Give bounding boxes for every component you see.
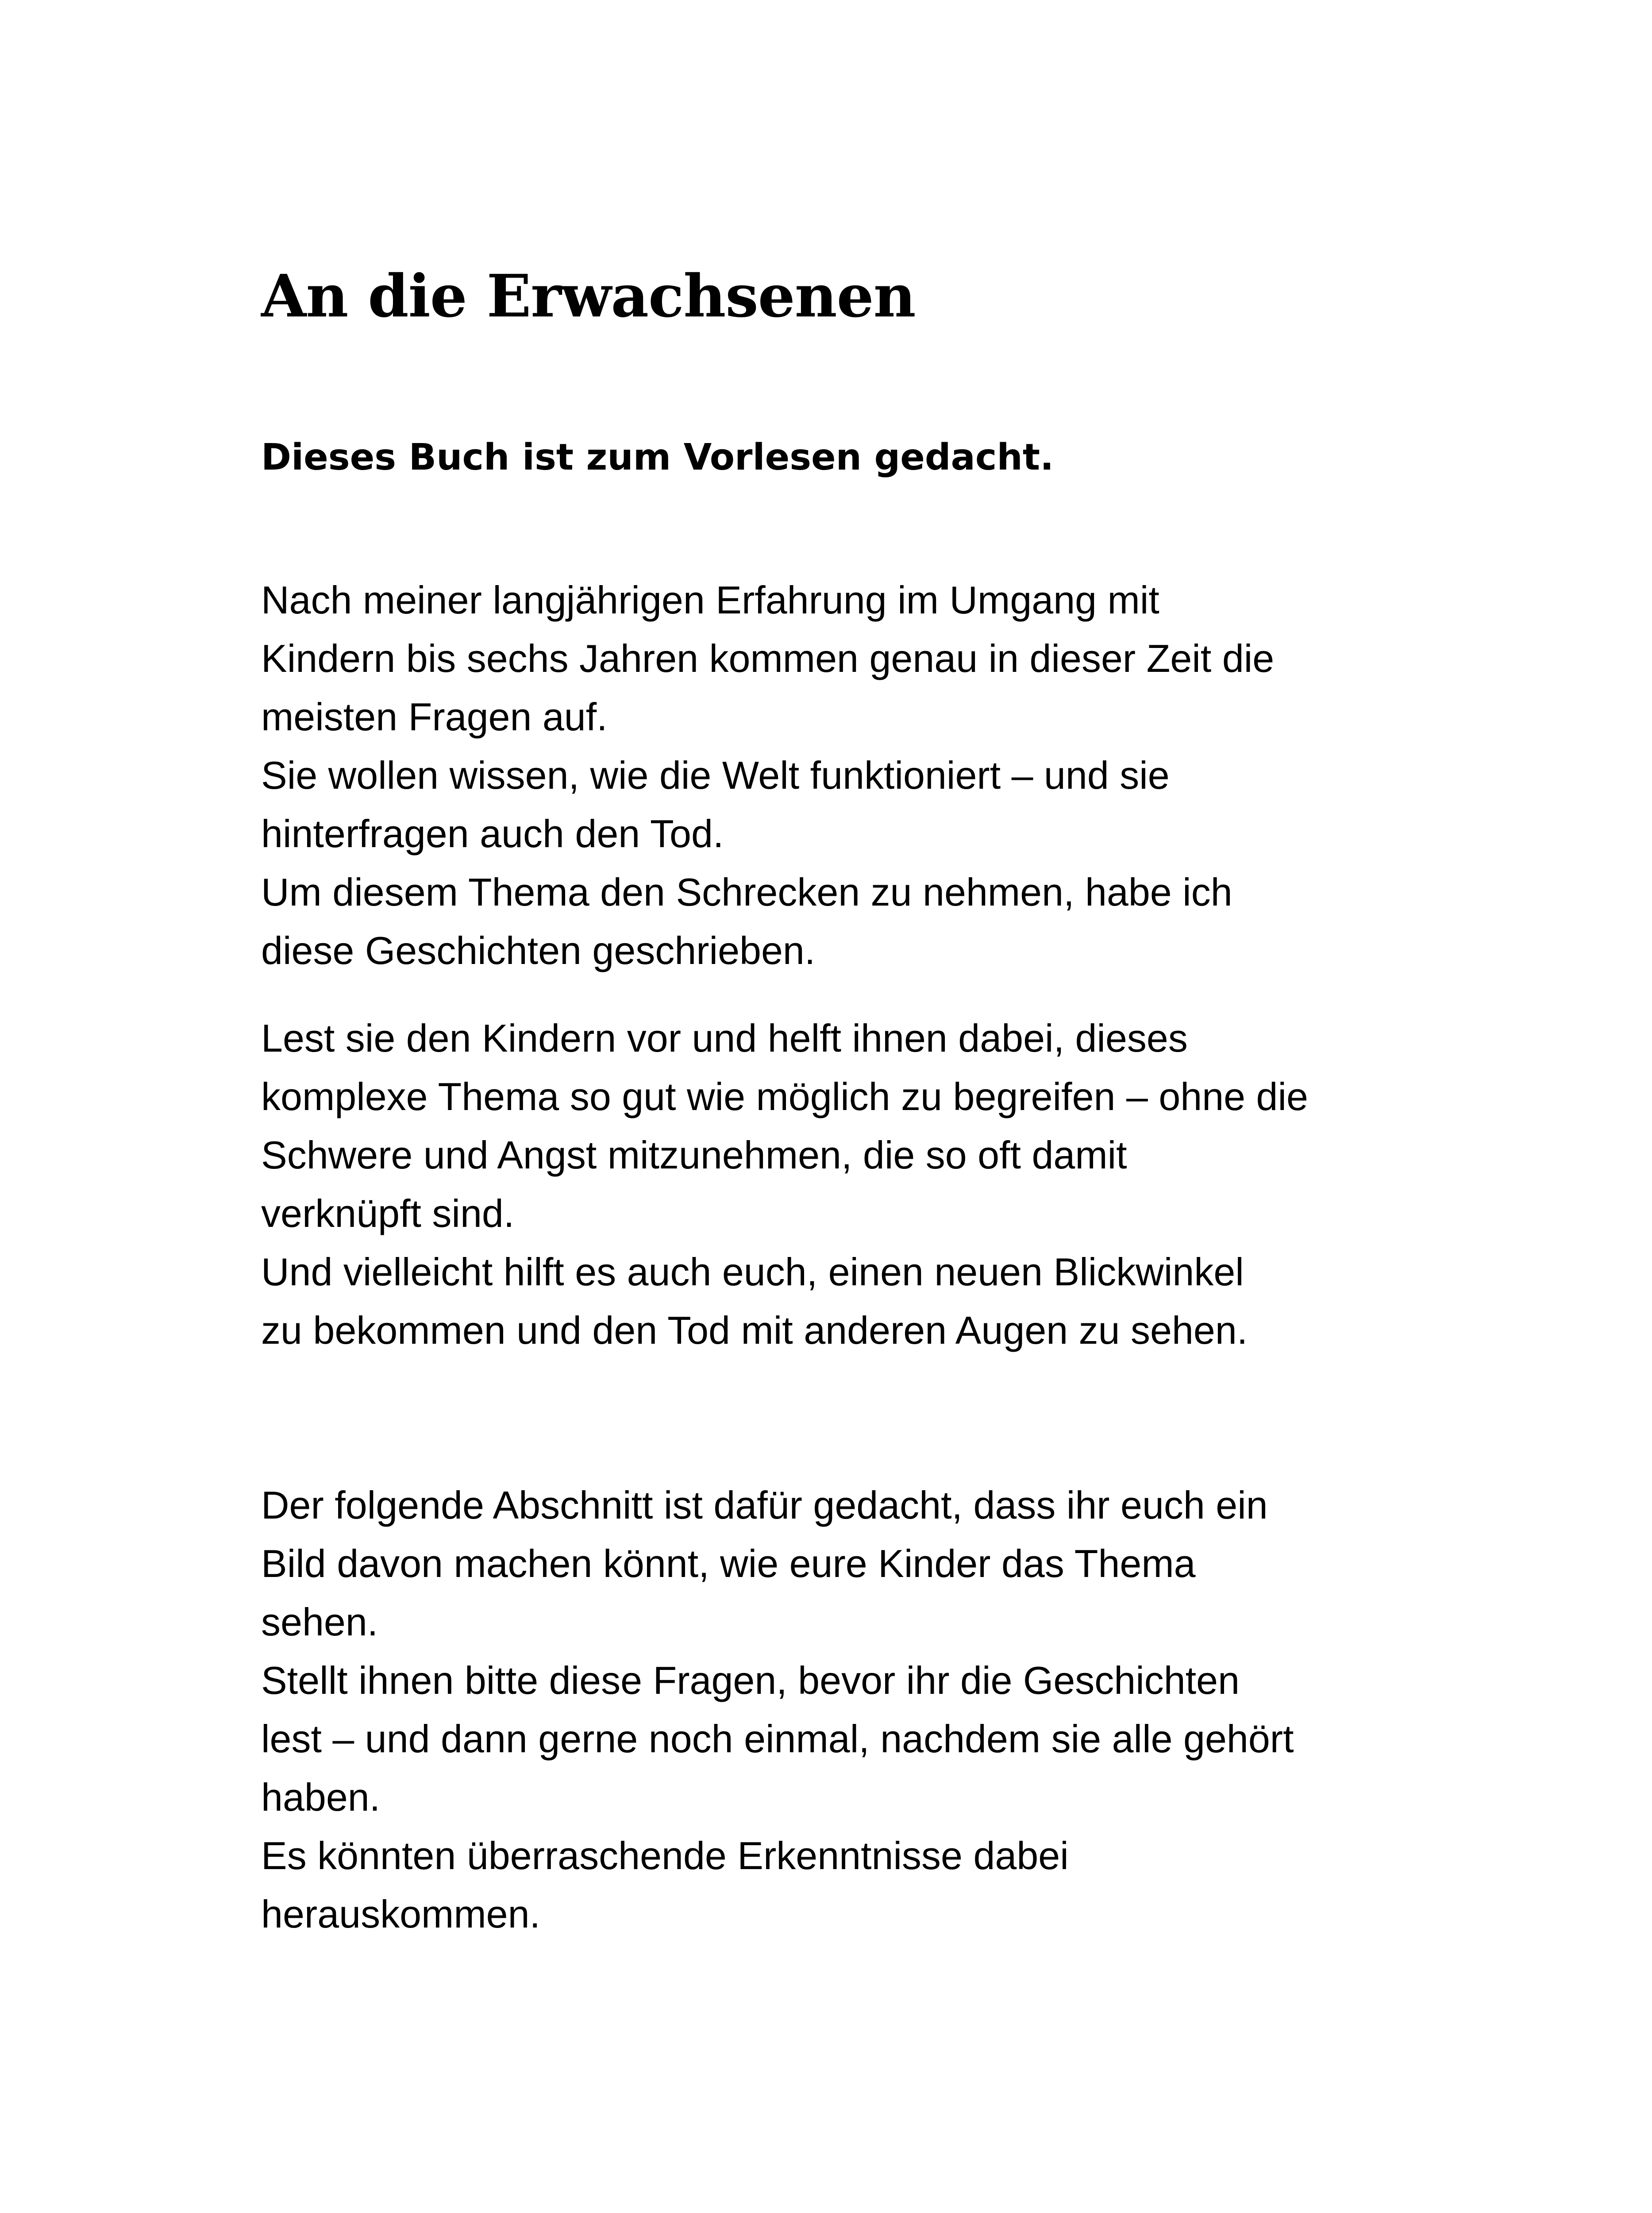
paragraph-line: Um diesem Thema den Schrecken zu nehmen, habe ich bbox=[261, 870, 1232, 914]
paragraph-2 bbox=[261, 1009, 1308, 1360]
paragraph-line: verknüpft sind. bbox=[261, 1191, 515, 1235]
paragraph-line: Bild davon machen könnt, wie eure Kinder das Thema bbox=[261, 1542, 1196, 1585]
paragraph-line: hinterfragen auch den Tod. bbox=[261, 812, 724, 856]
paragraph-line: Und vielleicht hilft es auch euch, einen neuen Blickwinkel bbox=[261, 1250, 1244, 1294]
paragraph-line: Es könnten überraschende Erkenntnisse dabei bbox=[261, 1834, 1069, 1878]
paragraph-line: komplexe Thema so gut wie möglich zu begreifen – ohne die bbox=[261, 1075, 1308, 1118]
paragraph-line: Der folgende Abschnitt ist dafür gedacht, dass ihr euch ein bbox=[261, 1483, 1268, 1527]
paragraph-3 bbox=[261, 1476, 1294, 1943]
paragraph-line: Stellt ihnen bitte diese Fragen, bevor ihr die Geschichten bbox=[261, 1658, 1240, 1702]
paragraph-line: Lest sie den Kindern vor und helft ihnen dabei, dieses bbox=[261, 1016, 1188, 1060]
paragraph-line: zu bekommen und den Tod mit anderen Augen zu sehen. bbox=[261, 1308, 1248, 1352]
page-subtitle: Dieses Buch ist zum Vorlesen gedacht. bbox=[261, 436, 1054, 478]
paragraph-line: sehen. bbox=[261, 1600, 378, 1644]
paragraph-1 bbox=[261, 571, 1274, 980]
page-title: An die Erwachsenen bbox=[261, 262, 916, 331]
page-content bbox=[261, 261, 1447, 1936]
paragraph-line: diese Geschichten geschrieben. bbox=[261, 929, 816, 972]
paragraph-line: meisten Fragen auf. bbox=[261, 695, 608, 739]
paragraph-line: haben. bbox=[261, 1775, 381, 1819]
paragraph-line: Kindern bis sechs Jahren kommen genau in dieser Zeit die bbox=[261, 636, 1275, 680]
paragraph-line: Schwere und Angst mitzunehmen, die so oft damit bbox=[261, 1133, 1127, 1177]
paragraph-line: lest – und dann gerne noch einmal, nachdem sie alle gehört bbox=[261, 1717, 1294, 1761]
paragraph-line: Nach meiner langjährigen Erfahrung im Umgang mit bbox=[261, 578, 1159, 622]
paragraph-line: Sie wollen wissen, wie die Welt funktioniert – und sie bbox=[261, 753, 1170, 797]
paragraph-line: herauskommen. bbox=[261, 1892, 540, 1936]
